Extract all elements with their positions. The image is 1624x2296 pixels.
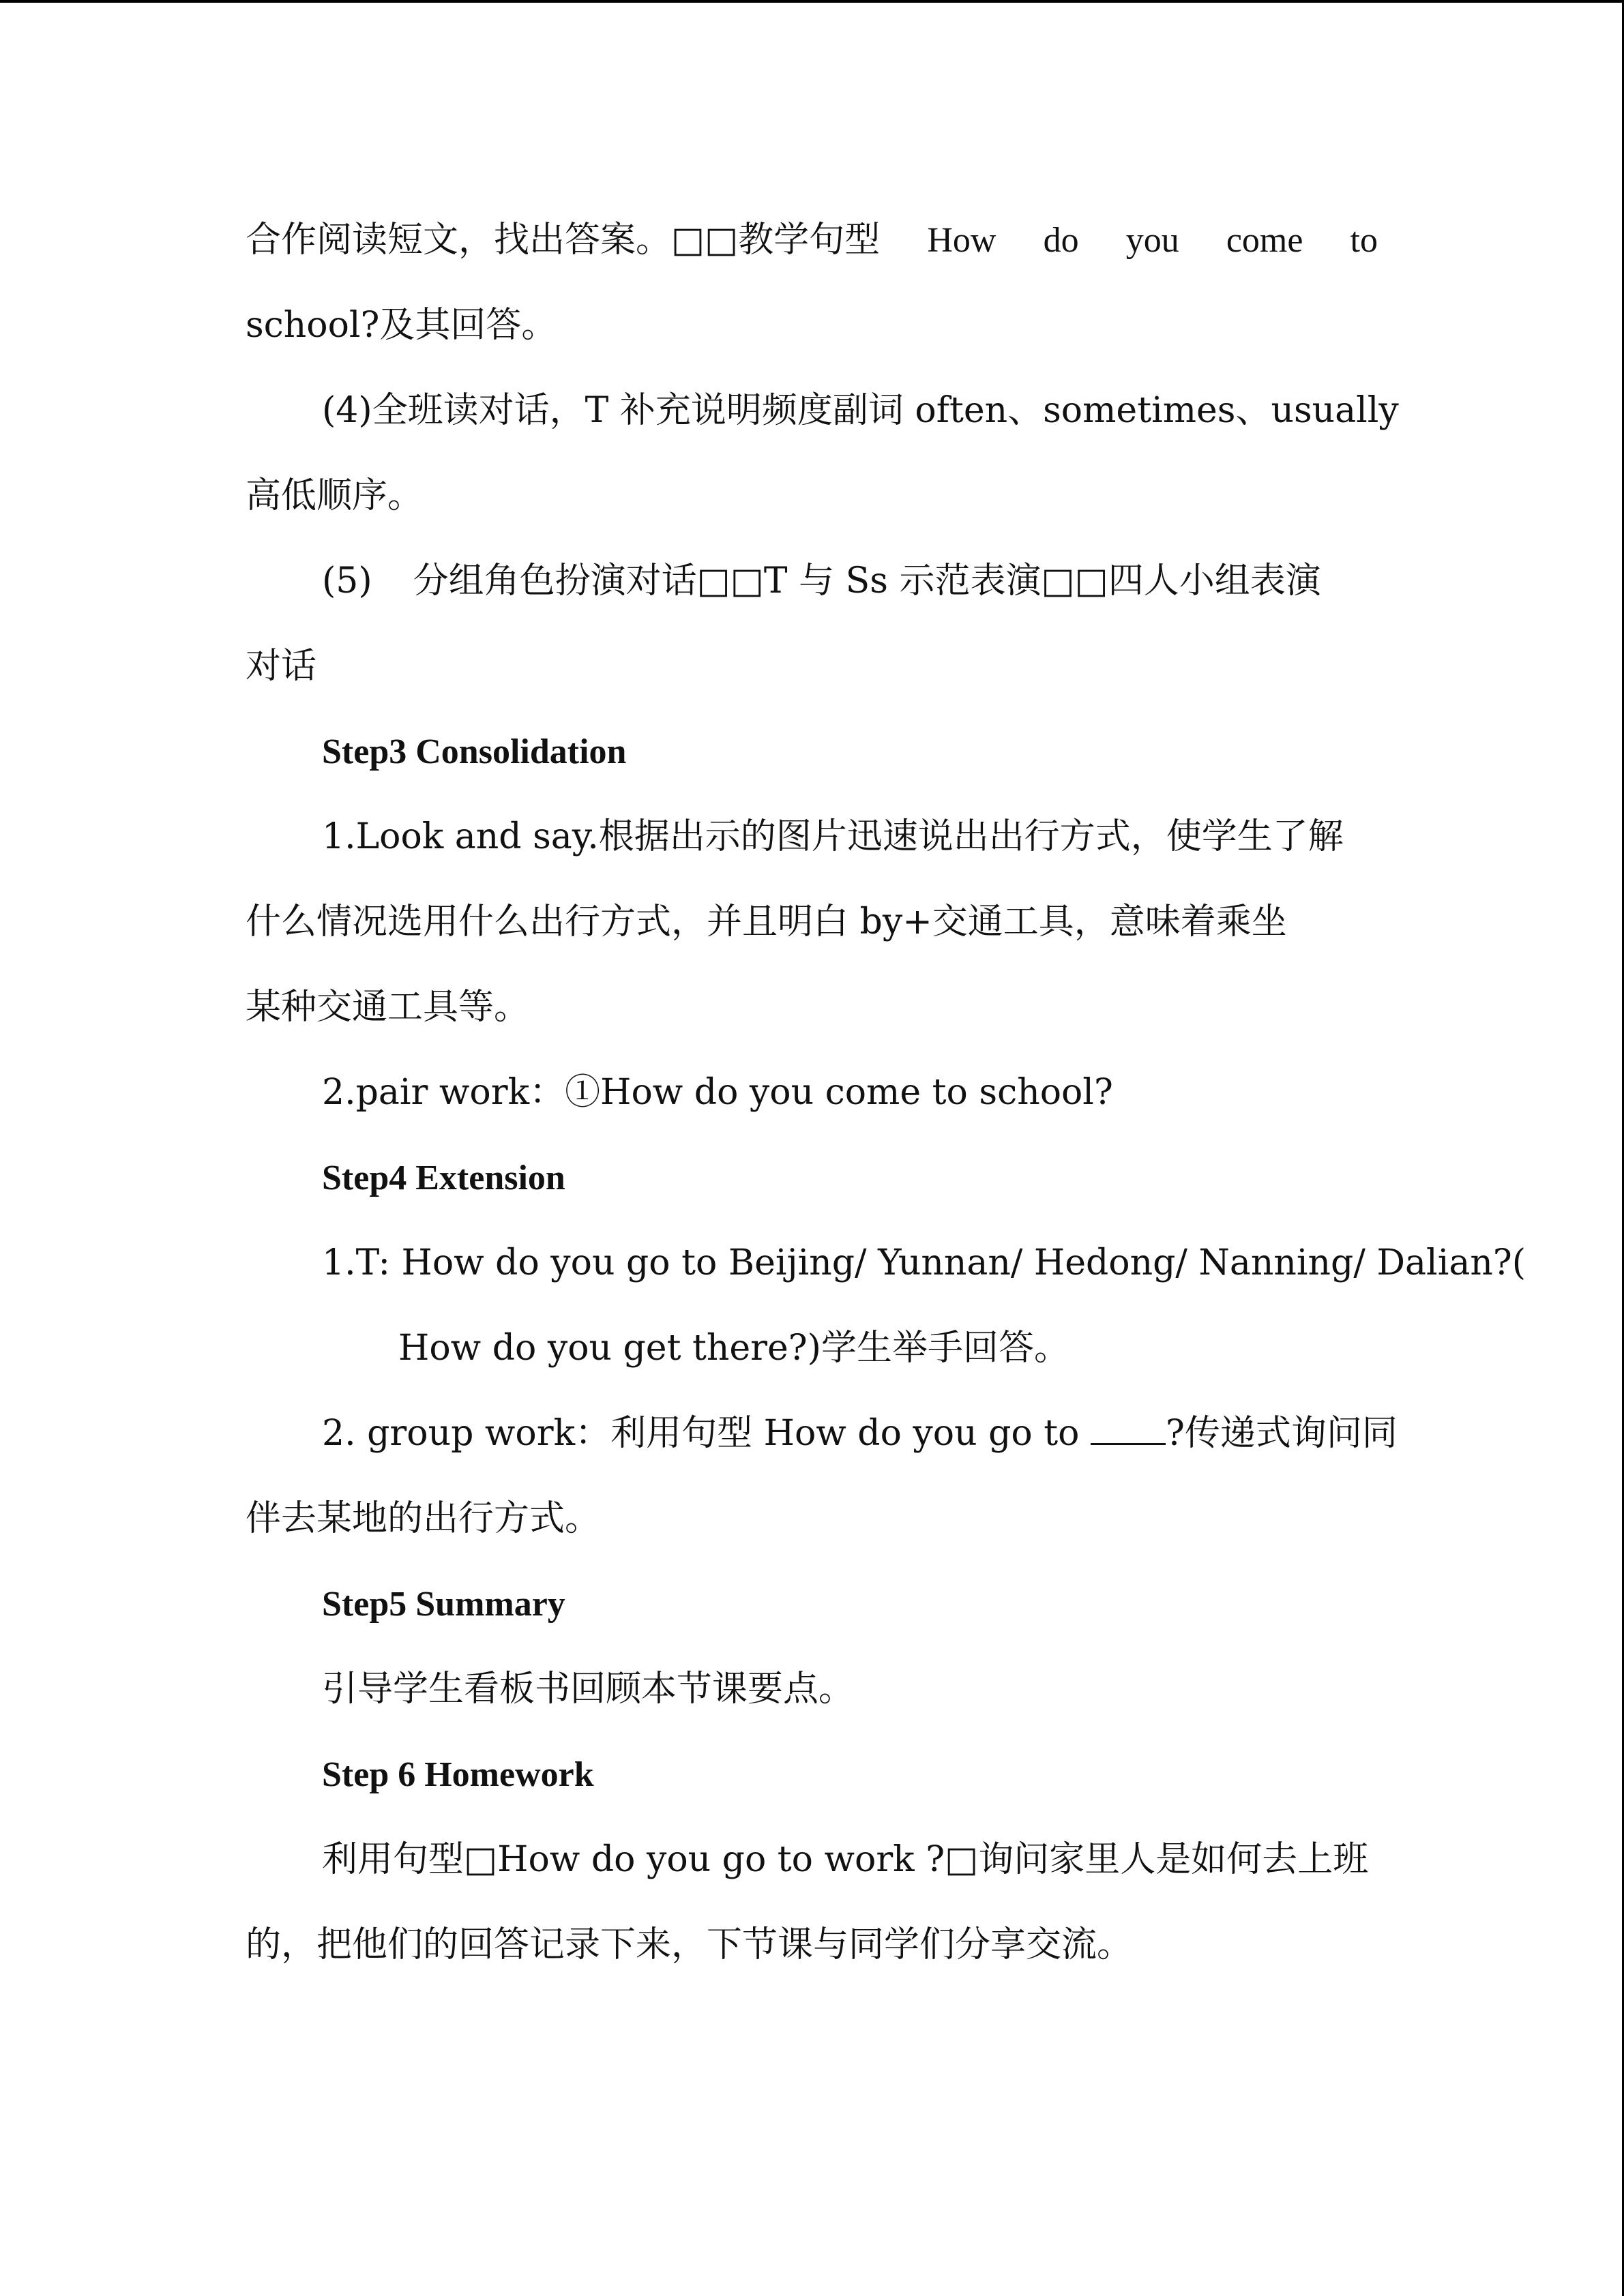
document-page (246, 198, 1526, 1988)
section-heading-step6: Step 6 Homework (322, 1755, 594, 1794)
paragraph-line: 1.T: How do you go to Beijing/ Yunnan/ Hedong/ Nanning/ Dalian?( (322, 1242, 1526, 1283)
paragraph-line: 伴去某地的出行方式。 (246, 1498, 601, 1539)
paragraph-line: 某种交通工具等。 (246, 987, 530, 1028)
paragraph-line: 利用句型□How do you go to work ?□询问家里人是如何去上班 (322, 1839, 1369, 1880)
paragraph-line: 对话 (246, 646, 317, 687)
paragraph-line: 高低顺序。 (246, 475, 424, 516)
text-run: ?传递式询问同 (1166, 1413, 1398, 1454)
text-word: come (1226, 221, 1303, 260)
paragraph-line: 1.Look and say.根据出示的图片迅速说出出行方式，使学生了解 (322, 816, 1344, 857)
paragraph-line: 的，把他们的回答记录下来，下节课与同学们分享交流。 (246, 1924, 1133, 1965)
text-word: you (1125, 221, 1179, 260)
paragraph-line: (4)全班读对话，T 补充说明频度副词 often、sometimes、usually (322, 390, 1399, 431)
paragraph-line: How do you get there?)学生举手回答。 (398, 1328, 1069, 1369)
paragraph-line (246, 198, 1378, 283)
paragraph-line: 什么情况选用什么出行方式，并且明白 by+交通工具，意味着乘坐 (246, 901, 1287, 942)
paragraph-line: school?及其回答。 (246, 305, 557, 346)
section-heading-step5: Step5 Summary (322, 1585, 565, 1624)
text-run: 合作阅读短文，找出答案。□□教学句型 (246, 220, 881, 260)
page-top-border (0, 0, 1624, 3)
list-number: (5) (322, 561, 372, 601)
paragraph-line: 引导学生看板书回顾本节课要点。 (322, 1669, 855, 1710)
text-run: 分组角色扮演对话□□T 与 Ss 示范表演□□四人小组表演 (413, 561, 1321, 601)
paragraph-line: 2.pair work：①How do you come to school? (322, 1072, 1113, 1113)
text-run: 2. group work：利用句型 How do you go to (322, 1413, 1091, 1454)
section-heading-step3: Step3 Consolidation (322, 732, 627, 771)
paragraph-line (246, 1391, 1398, 1476)
section-heading-step4: Step4 Extension (322, 1159, 565, 1197)
paragraph-line (246, 539, 1378, 624)
fill-in-blank (1091, 1412, 1166, 1445)
text-word: How (927, 221, 996, 260)
text-word: do (1043, 221, 1079, 260)
text-word: to (1350, 221, 1378, 260)
